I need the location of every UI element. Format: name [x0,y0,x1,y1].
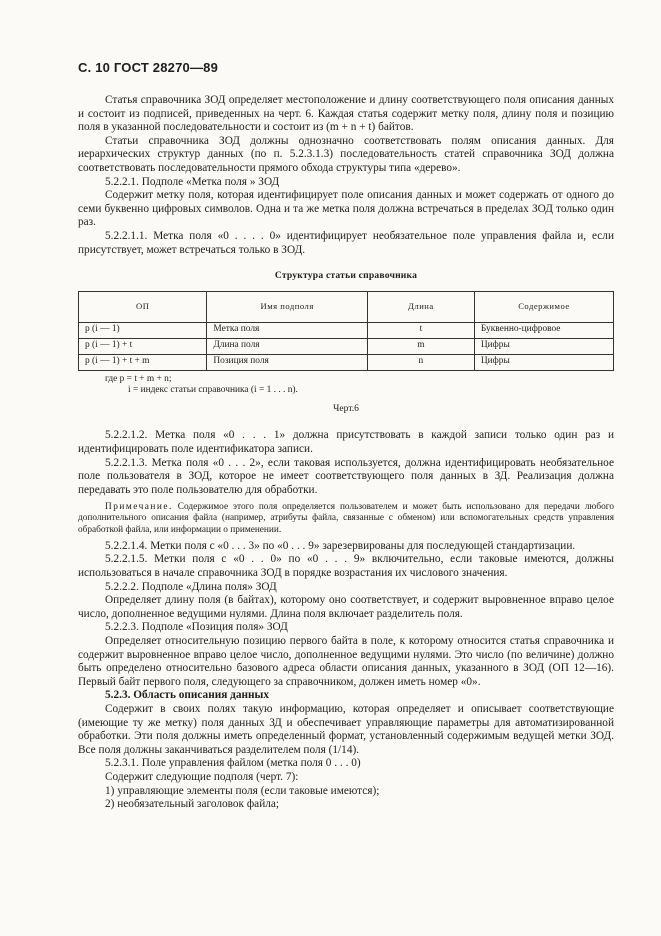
list-item: 2) необязательный заголовок файла; [105,798,280,811]
subsection-heading: 5.2.2.1. Подполе «Метка поля » ЗОД [105,175,280,188]
table-cell: Длина поля [207,338,368,354]
table-row [79,322,614,338]
paragraph: 5.2.2.1.2. Метка поля «0 . . . 1» должна присутствовать в каждой записи только один раз и идентифицировать поле идентификатора записи. [78,429,614,455]
paragraph: 5.2.2.1.4. Метки поля с «0 . . . 3» по «0 . . . 9» зарезервированы для последующей стандартизации. [105,539,576,552]
page-header: С. 10 ГОСТ 28270—89 [78,60,219,75]
paragraph: Определяет длину поля (в байтах), которому оно соответствует, и содержит выровненное вправо целое число, дополненное ведущими нулями. Длина поля включает разделитель поля. [78,594,614,620]
table-row [79,354,614,370]
list-item: 1) управляющие элементы поля (если таковые имеются); [105,784,380,797]
table-cell: Цифры [474,338,613,354]
paragraph: 5.2.2.1.3. Метка поля «0 . . . 2», если таковая используется, должна идентифицировать необязательное поле пользователя в ЗОД, которое не имеет соответствующего поля данных в ЗД. Реализация должна передавать это поле пользователю для обработки. [78,456,614,496]
column-header-op: ОП [79,291,207,322]
table-title: Структура статьи справочника [274,270,418,282]
paragraph: Содержит в своих полях такую информацию, которая определяет и описывает соответствующие (имеющие ту же метку) поля данных ЗД и обеспечивает управляющие параметры для автоматизированной обработки. Эти поля должны иметь определенный формат, установленный содержимым ведущей метки ЗОД. Все поля должны заканчиваться разделителем поля (1/14). [78,703,614,756]
section-heading: 5.2.3. Область описания данных [105,689,270,702]
legend-line: i = индекс статьи справочника (i = 1 . . . n). [128,385,298,396]
subsection-heading: 5.2.2.3. Подполе «Позиция поля» ЗОД [105,621,288,634]
column-header-length: Длина [367,291,474,322]
table-cell: n [367,354,474,370]
directory-entry-table [78,291,614,371]
table-cell: t [367,322,474,338]
subsection-heading: 5.2.3.1. Поле управления файлом (метка поля 0 . . . 0) [105,757,361,770]
column-header-name: Имя подполя [207,291,368,322]
note [78,502,614,536]
table-header-row [79,291,614,322]
note-text: Содержимое этого поля определяется пользователем и может быть использовано для передачи любого дополнительного описания файла (например, атрибуты файла, связанные с обменом) или вспомогательных средств управления обработкой файла, или информации о применении. [78,502,614,535]
table-row [79,338,614,354]
paragraph: Определяет относительную позицию первого байта в поле, к которому относится статья справочника и содержит выровненное вправо целое число, дополненное ведущими нулями. Это число (по величине) должно быть определено относительно базового адреса области описания данных, указанного в ЗОД (ОП 12—16). Первый байт первого поля, следующего за справочником, должен иметь номер «0». [78,635,614,688]
subsection-heading: 5.2.2.2. Подполе «Длина поля» ЗОД [105,580,277,593]
table-legend [78,374,614,397]
table-cell: p (i — 1) + t + m [79,354,207,370]
table-cell: Позиция поля [207,354,368,370]
paragraph: Содержит следующие подполя (черт. 7): [105,770,299,783]
paragraph: Содержит метку поля, которая идентифицирует поле описания данных и может содержать от одного до семи буквенно цифровых символов. Одна и та же метка поля должна встречаться в пределах ЗОД только один раз. [78,189,614,229]
paragraph: 5.2.2.1.1. Метка поля «0 . . . . 0» идентифицирует необязательное поле управления файла и, если присутствует, может встречаться только в ЗОД. [78,229,614,256]
note-label: Примечание. [105,502,173,513]
column-header-content: Содержимое [474,291,613,322]
table-cell: Метка поля [207,322,368,338]
table-cell: p (i — 1) + t [79,338,207,354]
table-cell: Буквенно-цифровое [474,322,613,338]
table-cell: m [367,338,474,354]
table-cell: p (i — 1) [79,322,207,338]
legend-line: где p = t + m + n; [105,373,172,384]
paragraph: Статьи справочника ЗОД должны однозначно соответствовать полям описания данных. Для иерархических структур данных (по п. 5.2.3.1.3) последовательность статей справочника ЗОД должна соответствовать последовательности прямого обхода структуры типа «дерево». [78,134,614,174]
table-cell: Цифры [474,354,613,370]
figure-caption: Черт.6 [333,402,359,414]
document-body [78,94,614,812]
paragraph: 5.2.2.1.5. Метки поля с «0 . . 0» по «0 . . . 9» включительно, если таковые имеются, должны использоваться в начале справочника ЗОД в порядке возрастания их числового значения. [78,553,614,580]
paragraph: Статья справочника ЗОД определяет местоположение и длину соответствующего поля описания данных и состоит из подписей, приведенных на черт. 6. Каждая статья содержит метку поля, длину поля и позицию поля в указанной последовательности и состоит из (m + n + t) байтов. [78,94,614,134]
